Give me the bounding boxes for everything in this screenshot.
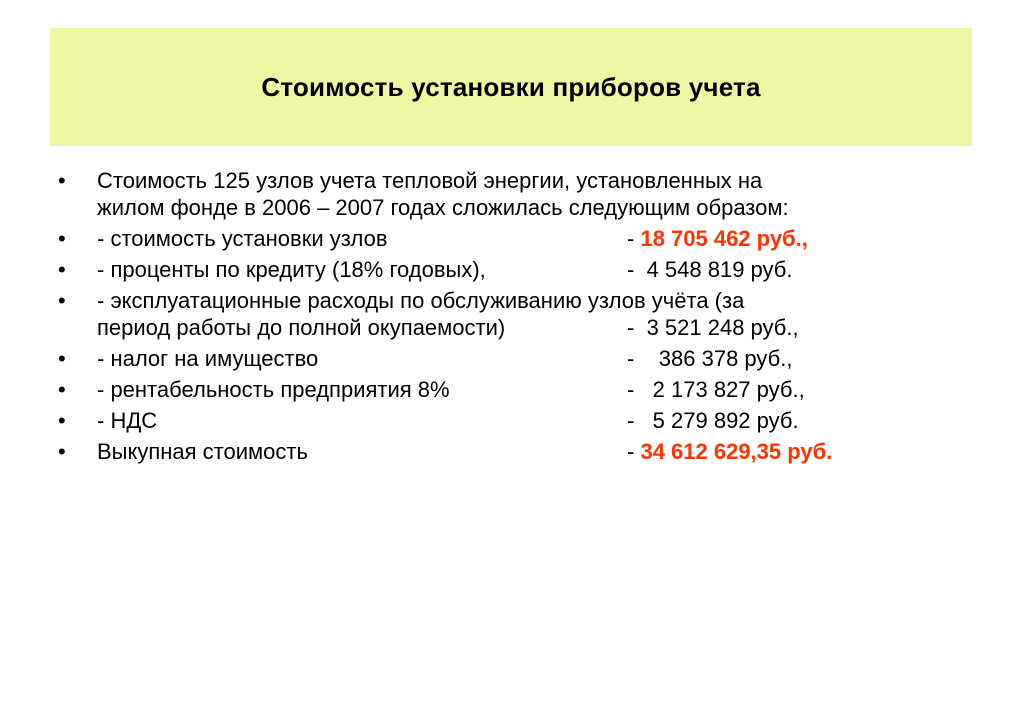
- title-band: [50, 28, 972, 146]
- bullet-icon: •: [58, 226, 66, 251]
- bullet-icon: •: [58, 408, 66, 433]
- item-amount: 386 378 руб.,: [658, 346, 793, 371]
- bullet-icon: •: [58, 377, 66, 402]
- intro-line-2: жилом фонде в 2006 – 2007 годах сложилась следующим образом:: [97, 195, 789, 220]
- item-dash: -: [627, 439, 641, 464]
- item-dash: -: [627, 315, 647, 340]
- bullet-icon: •: [58, 346, 66, 371]
- item-dash: -: [627, 408, 653, 433]
- item-dash: -: [627, 226, 641, 251]
- item-label: - проценты по кредиту (18% годовых),: [97, 257, 486, 282]
- list-item-buyout-cost: [58, 438, 958, 465]
- item-amount: 2 173 827 руб.,: [652, 377, 805, 402]
- bullet-icon: •: [58, 168, 66, 193]
- item-label-line-2: период работы до полной окупаемости): [97, 315, 506, 340]
- list-item-profitability: [58, 376, 958, 403]
- item-dash: -: [627, 377, 653, 402]
- item-label: - НДС: [97, 408, 158, 433]
- item-dash: -: [627, 346, 659, 371]
- item-amount: 4 548 819 руб.: [646, 257, 793, 282]
- bullet-icon: •: [58, 257, 66, 282]
- item-amount: 3 521 248 руб.,: [646, 315, 799, 340]
- list-item-property-tax: [58, 345, 958, 372]
- list-item-vat: [58, 407, 958, 434]
- bullet-icon: •: [58, 288, 66, 313]
- list-item-operating-costs: [58, 287, 958, 341]
- item-amount: 18 705 462 руб.,: [640, 226, 808, 251]
- item-label-line-1: - эксплуатационные расходы по обслуживанию узлов учёта (за: [97, 288, 745, 313]
- item-label: - рентабельность предприятия 8%: [97, 377, 450, 402]
- list-item-intro: [58, 167, 958, 221]
- item-amount: 5 279 892 руб.: [652, 408, 799, 433]
- item-label: - стоимость установки узлов: [97, 226, 388, 251]
- item-label: Выкупная стоимость: [97, 439, 308, 464]
- list-item-installation-cost: [58, 225, 958, 252]
- page-title: Стоимость установки приборов учета: [261, 71, 761, 102]
- item-dash: -: [627, 257, 647, 282]
- bullet-list: [58, 167, 958, 469]
- item-amount: 34 612 629,35 руб.: [640, 439, 833, 464]
- bullet-icon: •: [58, 439, 66, 464]
- list-item-credit-interest: [58, 256, 958, 283]
- item-label: - налог на имущество: [97, 346, 319, 371]
- intro-line-1: Стоимость 125 узлов учета тепловой энергии, установленных на: [97, 168, 763, 193]
